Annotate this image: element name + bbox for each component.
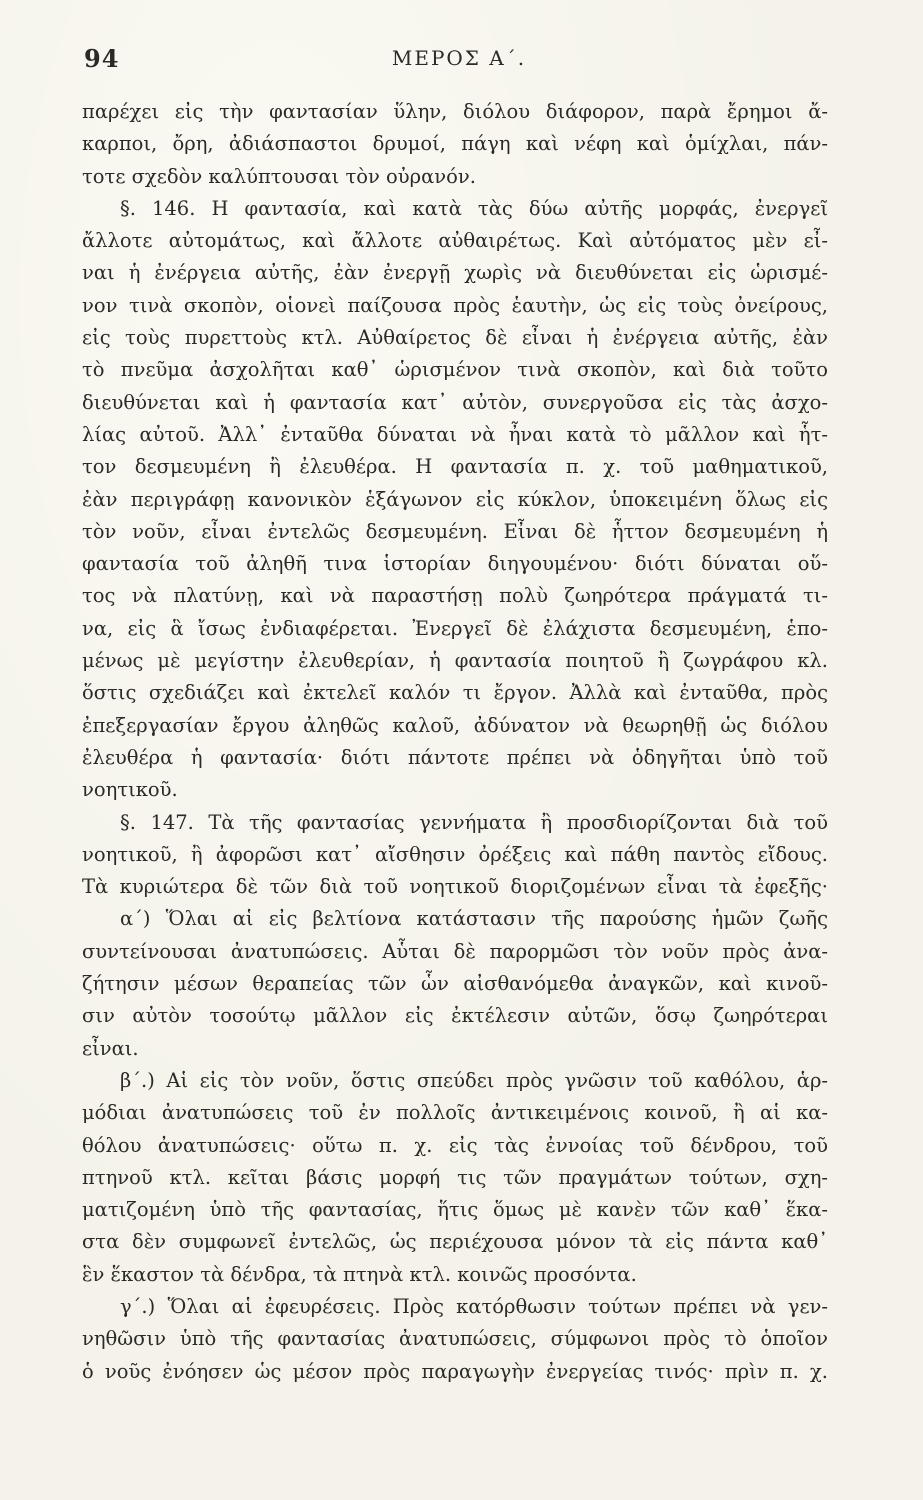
text-line: πτηνοῦ κτλ. κεῖται βάσις μορφή τις τῶν πραγμάτων τούτων, σχη- — [82, 1165, 828, 1189]
text-line: ἐπεξεργασίαν ἔργου ἀληθῶς καλοῦ, ἀδύνατον νὰ θεωρηθῇ ὡς διόλου — [82, 713, 828, 737]
text-line: στα δὲν συμφωνεῖ ἐντελῶς, ὡς περιέχουσα μόνον τὰ εἰς πάντα καθ᾿ — [82, 1230, 828, 1254]
text-line: Τὰ κυριώτερα δὲ τῶν διὰ τοῦ νοητικοῦ διοριζομένων εἶναι τὰ ἐφεξῆς· — [82, 875, 828, 899]
text-line: εἰς τοὺς πυρεττοὺς κτλ. Αὐθαίρετος δὲ εἶναι ἡ ἐνέργεια αὐτῆς, ἐὰν — [82, 326, 828, 350]
text-line: νηθῶσιν ὑπὸ τῆς φαντασίας ἀνατυπώσεις, σύμφωνοι πρὸς τὸ ὁποῖον — [82, 1327, 828, 1351]
text-line: ἐὰν περιγράφῃ κανονικὸν ἑξάγωνον εἰς κύκλον, ὑποκειμένη ὅλως εἰς — [82, 487, 828, 511]
text-line: μόδιαι ἀνατυπώσεις τοῦ ἐν πολλοῖς ἀντικειμένοις κοινοῦ, ἢ αἱ κα- — [82, 1101, 828, 1125]
text-line: ἓν ἕκαστον τὰ δένδρα, τὰ πτηνὰ κτλ. κοινῶς προσόντα. — [82, 1262, 637, 1286]
body-text — [82, 96, 828, 1388]
running-head — [84, 44, 834, 74]
text-line: ὁ νοῦς ἐνόησεν ὡς μέσον πρὸς παραγωγὴν ἐνεργείας τινός· πρὶν π. χ. — [82, 1359, 828, 1383]
list-item-a-line: α΄) Ὅλαι αἱ εἰς βελτίονα κατάστασιν τῆς παρούσης ἡμῶν ζωῆς — [120, 907, 828, 931]
section-147-heading-line: §. 147. Τὰ τῆς φαντασίας γεννήματα ἢ προσδιορίζονται διὰ τοῦ — [120, 810, 828, 834]
text-line: συντείνουσαι ἀνατυπώσεις. Αὗται δὲ παρορμῶσι τὸν νοῦν πρὸς ἀνα- — [82, 939, 828, 963]
page-number: 94 — [84, 44, 120, 73]
section-146-heading-line: §. 146. Η φαντασία, καὶ κατὰ τὰς δύω αὐτῆς μορφάς, ἐνεργεῖ — [120, 196, 828, 220]
text-line: θόλου ἀνατυπώσεις· οὕτω π. χ. εἰς τὰς ἐννοίας τοῦ δένδρου, τοῦ — [82, 1133, 828, 1157]
text-line: ἄλλοτε αὐτομάτως, καὶ ἄλλοτε αὐθαιρέτως. Καὶ αὐτόματος μὲν εἶ- — [82, 229, 828, 253]
text-line: λίας αὐτοῦ. Ἀλλ᾿ ἐνταῦθα δύναται νὰ ἦναι κατὰ τὸ μᾶλλον καὶ ἧτ- — [82, 422, 828, 446]
text-line: σιν αὐτὸν τοσούτῳ μᾶλλον εἰς ἐκτέλεσιν αὐτῶν, ὅσῳ ζωηρότεραι — [82, 1004, 828, 1028]
text-line: τοτε σχεδὸν καλύπτουσαι τὸν οὐρανόν. — [82, 164, 476, 188]
text-line: νον τινὰ σκοπὸν, οἱονεὶ παίζουσα πρὸς ἑαυτὴν, ὡς εἰς τοὺς ὀνείρους, — [82, 293, 828, 317]
text-line: φαντασία τοῦ ἀληθῆ τινα ἱστορίαν διηγουμένου· διότι δύναται οὕ- — [82, 552, 828, 576]
text-line: νοητικοῦ. — [82, 778, 178, 802]
text-line: διευθύνεται καὶ ἡ φαντασία κατ᾿ αὐτὸν, συνεργοῦσα εἰς τὰς ἀσχο- — [82, 390, 828, 414]
text-line: ματιζομένη ὑπὸ τῆς φαντασίας, ἥτις ὅμως μὲ κανὲν τῶν καθ᾿ ἕκα- — [82, 1198, 828, 1222]
text-line: τον δεσμευμένη ἢ ἐλευθέρα. Η φαντασία π. χ. τοῦ μαθηματικοῦ, — [82, 455, 828, 479]
text-line: καρποι, ὄρη, ἀδιάσπαστοι δρυμοί, πάγη καὶ νέφη καὶ ὁμίχλαι, πάν- — [82, 132, 828, 156]
text-line: ζήτησιν μέσων θεραπείας τῶν ὧν αἰσθανόμεθα ἀναγκῶν, καὶ κινοῦ- — [82, 972, 828, 996]
text-line: ναι ἡ ἐνέργεια αὐτῆς, ἐὰν ἐνεργῇ χωρὶς νὰ διευθύνεται εἰς ὡρισμέ- — [82, 261, 828, 285]
text-line: τὸ πνεῦμα ἀσχολῆται καθ᾿ ὡρισμένον τινὰ σκοπὸν, καὶ διὰ τοῦτο — [82, 358, 828, 382]
text-line: τὸν νοῦν, εἶναι ἐντελῶς δεσμευμένη. Εἶναι δὲ ἧττον δεσμευμένη ἡ — [82, 519, 828, 543]
text-line: ἐλευθέρα ἡ φαντασία· διότι πάντοτε πρέπει νὰ ὁδηγῆται ὑπὸ τοῦ — [82, 745, 828, 769]
text-line: ὅστις σχεδιάζει καὶ ἐκτελεῖ καλόν τι ἔργον. Ἀλλὰ καὶ ἐνταῦθα, πρὸς — [82, 681, 828, 705]
text-line: τος νὰ πλατύνῃ, καὶ νὰ παραστήσῃ πολὺ ζωηρότερα πράγματά τι- — [82, 584, 828, 608]
text-line: να, εἰς ἃ ἴσως ἐνδιαφέρεται. Ἐνεργεῖ δὲ ἐλάχιστα δεσμευμένη, ἑπο- — [82, 616, 828, 640]
list-item-b-line: β΄.) Αἱ εἰς τὸν νοῦν, ὅστις σπεύδει πρὸς γνῶσιν τοῦ καθόλου, ἁρ- — [120, 1068, 828, 1092]
text-line: παρέχει εἰς τὴν φαντασίαν ὕλην, διόλου διάφορον, παρὰ ἔρημοι ἄ- — [82, 100, 828, 123]
text-line: μένως μὲ μεγίστην ἐλευθερίαν, ἡ φαντασία ποιητοῦ ἢ ζωγράφου κλ. — [82, 649, 828, 673]
running-title: ΜΕΡΟΣ Α΄. — [391, 46, 527, 70]
text-line: εἶναι. — [82, 1036, 139, 1060]
text-line: νοητικοῦ, ἢ ἀφορῶσι κατ᾿ αἴσθησιν ὀρέξεις καὶ πάθη παντὸς εἴδους. — [82, 842, 828, 866]
list-item-c-line: γ΄.) Ὅλαι αἱ ἐφευρέσεις. Πρὸς κατόρθωσιν τούτων πρέπει νὰ γεν- — [120, 1294, 828, 1318]
